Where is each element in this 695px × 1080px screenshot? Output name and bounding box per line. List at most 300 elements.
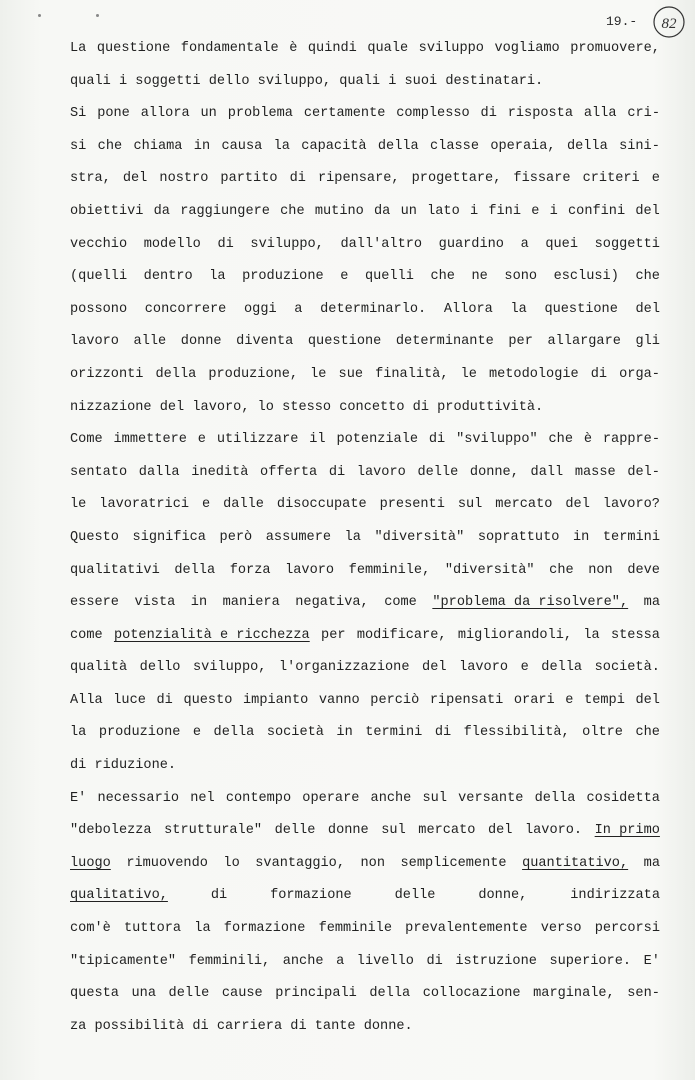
word: operaia, [490, 138, 556, 154]
word: donne. [363, 1018, 413, 1034]
word: società [266, 725, 324, 741]
word: un [400, 203, 417, 219]
word: istruzione [455, 953, 537, 969]
word: "sviluppo" [456, 432, 538, 448]
word: donne [327, 823, 369, 839]
word: però [219, 529, 253, 545]
word: mercato [495, 497, 553, 513]
word: sono [504, 269, 538, 285]
body-text [70, 33, 660, 1043]
word: è [583, 432, 593, 448]
word: in [572, 529, 590, 545]
word: concorrere [144, 301, 227, 317]
word: sul [422, 790, 447, 806]
text-line [70, 587, 660, 620]
word: i [388, 73, 397, 89]
word: "diversità" [374, 529, 465, 545]
word: vista [134, 595, 176, 611]
word: Alla [70, 692, 103, 708]
word: criteri [582, 171, 640, 187]
word: ripensati [429, 692, 504, 708]
word: del [487, 823, 513, 839]
text-line [70, 652, 660, 685]
margin-speck [96, 14, 99, 17]
word: utilizzare [216, 432, 299, 448]
word: pone [97, 106, 130, 122]
text-line [70, 131, 660, 164]
word: le [460, 366, 477, 382]
word: ma [643, 855, 660, 871]
word: semplicemente [400, 855, 507, 871]
word: finalità, [375, 366, 449, 382]
word: lavoro? [602, 497, 660, 513]
word: a [336, 953, 345, 969]
word: che [548, 432, 573, 448]
word: termini [365, 725, 423, 741]
word: di [192, 1018, 209, 1034]
word: per [321, 627, 346, 643]
word: promuovere, [570, 41, 660, 56]
word: qualità [70, 660, 128, 676]
word: non [588, 562, 613, 578]
word: carriera [216, 1018, 283, 1034]
word: capacità [301, 138, 367, 154]
word: nel [190, 790, 215, 806]
word: in [336, 725, 353, 741]
word: della [155, 366, 197, 382]
word: è [289, 41, 298, 56]
word: maniera [222, 595, 280, 611]
text-line [70, 620, 660, 653]
word: sviluppo, [257, 73, 332, 89]
word: termini [602, 529, 660, 545]
word: causa [221, 138, 263, 154]
word: riduzione. [94, 758, 177, 774]
text-line [70, 392, 660, 425]
word: E' [70, 790, 87, 806]
word: anche [370, 790, 412, 806]
word: questione [96, 41, 171, 56]
word: risposta [507, 106, 573, 122]
word: di [480, 106, 497, 122]
word: "diversità" [444, 562, 535, 578]
word: oltre [582, 725, 623, 741]
word: le [70, 497, 87, 513]
word: rappre- [602, 432, 660, 448]
word: formazione [270, 888, 352, 904]
word: della [369, 986, 411, 1002]
word: produzione [242, 269, 324, 285]
word: e [197, 432, 206, 448]
word: quali [339, 73, 381, 89]
word: dall [530, 464, 564, 480]
word: da [153, 203, 170, 219]
archive-stamp-number: 82 [661, 16, 677, 32]
word: che [635, 725, 660, 741]
word: delle [394, 888, 436, 904]
word: di [434, 725, 452, 741]
text-line [70, 848, 660, 881]
word: classe [430, 138, 479, 154]
word: la [344, 529, 361, 545]
word: di [289, 171, 306, 187]
underlined-phrase: In primo [594, 823, 660, 839]
text-line [70, 913, 660, 946]
word: produzione [98, 725, 181, 741]
text-line [70, 946, 660, 979]
word: assumere [265, 529, 332, 545]
word: lavoro [70, 334, 119, 350]
word: lo [257, 399, 274, 415]
word: svantaggio, [255, 855, 345, 871]
word: e [202, 497, 211, 513]
word: delle [274, 823, 316, 839]
word: possono [70, 301, 128, 317]
word: stra, [70, 171, 111, 187]
word: potenziale [336, 432, 419, 448]
word: E' [643, 953, 660, 969]
word: modificare, [356, 627, 447, 643]
word: della [213, 725, 255, 741]
word: disoccupate [276, 497, 367, 513]
word: fini [488, 203, 521, 219]
word: il [309, 432, 326, 448]
word: nizzazione [70, 399, 152, 415]
word: principali [275, 986, 357, 1002]
word: la [273, 138, 290, 154]
word: fondamentale [180, 41, 279, 56]
word: le [310, 366, 327, 382]
word: donne, [469, 464, 519, 480]
word: presenti [379, 497, 445, 513]
word: dentro [143, 269, 193, 285]
word: stesso [282, 399, 332, 415]
underlined-phrase: "problema da risolvere", [432, 595, 629, 611]
text-line [70, 555, 660, 588]
word: sen- [627, 986, 660, 1002]
word: come [70, 627, 103, 643]
word: prevalentemente [405, 921, 528, 937]
word: determinarlo. [320, 301, 427, 317]
word: sviluppo [418, 41, 484, 56]
word: un [200, 106, 217, 122]
word: questione [307, 334, 382, 350]
word: deve [627, 562, 660, 578]
word: oggi [244, 301, 277, 317]
word: chiama [133, 138, 183, 154]
word: versante [458, 790, 524, 806]
word: livello [356, 953, 414, 969]
word: i [469, 203, 479, 219]
word: che [549, 562, 574, 578]
text-line [70, 522, 660, 555]
word: di [210, 888, 228, 904]
word: offerta [260, 464, 318, 480]
text-line [70, 457, 660, 490]
word: essere [70, 595, 119, 611]
word: significa [132, 529, 206, 545]
word: quei [545, 236, 578, 252]
text-line [70, 978, 660, 1011]
word: perciò [370, 692, 420, 708]
word: collocazione [422, 986, 521, 1002]
word: femminile [318, 921, 392, 937]
underlined-phrase: quantitativo, [522, 855, 629, 871]
underlined-phrase: luogo [70, 855, 111, 871]
word: delle [168, 986, 210, 1002]
word: quale [367, 41, 409, 56]
word: flessibilità, [463, 725, 570, 741]
word: destinatari. [445, 73, 544, 89]
word: luce [113, 692, 146, 708]
word: della [566, 138, 608, 154]
word: soggetti [135, 73, 201, 89]
word: sul [381, 823, 406, 839]
word: percorsi [594, 921, 660, 937]
word: lavoro, [192, 399, 250, 415]
word: i [118, 73, 128, 89]
word: che [97, 138, 123, 154]
word: rimuovendo [126, 855, 208, 871]
word: quali [70, 73, 111, 89]
word: complesso [396, 106, 470, 122]
word: della [534, 790, 576, 806]
word: partito [220, 171, 278, 187]
word: sviluppo, [250, 236, 324, 252]
underlined-phrase: qualitativo, [70, 888, 168, 904]
word: necessario [97, 790, 180, 806]
word: tempi [584, 692, 625, 708]
word: metodologie [488, 366, 579, 382]
word: progettare, [411, 171, 502, 187]
word: che [635, 269, 660, 285]
word: orizzonti [70, 366, 144, 382]
word: confini [568, 203, 626, 219]
word: in [193, 138, 211, 154]
word: sul [457, 497, 483, 513]
word: di [156, 692, 173, 708]
word: allora [140, 106, 190, 122]
margin-speck [38, 14, 41, 17]
word: e [192, 725, 202, 741]
word: lavoro [356, 464, 406, 480]
word: orari [513, 692, 555, 708]
word: soggetti [594, 236, 660, 252]
text-line [70, 750, 660, 783]
word: delle [417, 464, 459, 480]
word: com'è [70, 921, 111, 937]
word: vanno [318, 692, 360, 708]
word: la [583, 627, 600, 643]
text-line [70, 196, 660, 229]
word: lavoro [459, 660, 509, 676]
word: di [290, 1018, 307, 1034]
word: non [360, 855, 385, 871]
word: cosidetta [586, 790, 660, 806]
word: dello [139, 660, 181, 676]
word: come [384, 595, 417, 611]
word: ne [471, 269, 488, 285]
word: guardino [438, 236, 504, 252]
word: determinante [395, 334, 494, 350]
page-number: 19.- [606, 14, 638, 29]
word: e [520, 660, 529, 676]
word: quelli [364, 269, 414, 285]
word: donne [180, 334, 222, 350]
word: del [635, 203, 660, 219]
word: lavoro. [524, 823, 583, 839]
word: del [635, 692, 660, 708]
word: la [510, 301, 527, 317]
word: negativa, [295, 595, 369, 611]
word: la [209, 269, 226, 285]
word: una [131, 986, 156, 1002]
word: Come [70, 432, 103, 448]
word: lavoratrici [99, 497, 190, 513]
text-line [70, 880, 660, 913]
word: società. [594, 660, 660, 676]
word: impianto [243, 692, 309, 708]
word: problema [227, 106, 293, 122]
word: femminili, [188, 953, 271, 969]
word: questione [544, 301, 618, 317]
word: operare [302, 790, 360, 806]
text-line [70, 1011, 660, 1044]
word: orga- [619, 366, 660, 382]
word: produttività. [437, 399, 544, 415]
word: marginale, [533, 986, 615, 1002]
word: sue [338, 366, 364, 382]
word: gli [635, 334, 660, 350]
text-line [70, 326, 660, 359]
word: per [508, 334, 533, 350]
word: alle [133, 334, 167, 350]
word: produzione, [208, 366, 299, 382]
word: di [428, 432, 446, 448]
word: cri- [627, 106, 660, 122]
word: masse [574, 464, 616, 480]
word: suoi [404, 73, 438, 89]
word: della [377, 138, 419, 154]
word: cause [221, 986, 263, 1002]
word: soprattuto [477, 529, 560, 545]
word: l'organizzazione [278, 660, 410, 676]
word: obiettivi [70, 203, 144, 219]
word: La [70, 41, 87, 56]
word: "tipicamente" [70, 953, 177, 969]
text-line [70, 783, 660, 816]
word: ripensare, [317, 171, 400, 187]
word: del [159, 399, 185, 415]
word: forza [229, 562, 271, 578]
word: in [190, 595, 208, 611]
text-line [70, 229, 660, 262]
text-line [70, 685, 660, 718]
word: Si [70, 106, 87, 122]
word: certamente [303, 106, 386, 122]
word: inedità [191, 464, 249, 480]
word: vecchio [70, 236, 128, 252]
word: za [70, 1018, 87, 1034]
word: di [412, 399, 429, 415]
word: sentato [70, 464, 128, 480]
word: questa [70, 986, 119, 1002]
word: e [531, 203, 540, 219]
word: da [374, 203, 391, 219]
word: che [430, 269, 455, 285]
word: allargare [547, 334, 621, 350]
word: di [590, 366, 608, 382]
word: strutturale" [164, 823, 263, 839]
word: di [217, 236, 234, 252]
word: Questo [70, 529, 119, 545]
word: verso [540, 921, 582, 937]
word: ma [643, 595, 660, 611]
word: della [174, 562, 216, 578]
word: contempo [225, 790, 292, 806]
word: sviluppo, [193, 660, 267, 676]
word: fissare [513, 171, 571, 187]
word: del [635, 301, 660, 317]
word: a [294, 301, 303, 317]
word: si [70, 138, 87, 154]
word: (quelli [70, 269, 128, 285]
word: anche [282, 953, 324, 969]
word: dall'altro [340, 236, 423, 252]
word: concetto [339, 399, 405, 415]
word: che [280, 203, 305, 219]
word: modello [143, 236, 201, 252]
word: di [426, 953, 443, 969]
word: e [340, 269, 349, 285]
word: di [328, 464, 346, 480]
word: della [541, 660, 583, 676]
word: tante [314, 1018, 356, 1034]
word: sini- [619, 138, 660, 154]
word: migliorandoli, [457, 627, 573, 643]
word: del [422, 660, 447, 676]
word: a [520, 236, 529, 252]
text-line [70, 717, 660, 750]
text-line [70, 424, 660, 457]
word: e [565, 692, 574, 708]
word: quindi [307, 41, 357, 56]
text-line [70, 294, 660, 327]
word: e [651, 171, 660, 187]
word: del [122, 171, 148, 187]
word: dalla [138, 464, 180, 480]
word: mercato [418, 823, 476, 839]
word: del- [627, 464, 660, 480]
word: indirizzata [570, 888, 660, 904]
word: diventa [236, 334, 294, 350]
word: dalle [223, 497, 264, 513]
word: i [549, 203, 558, 219]
text-line [70, 359, 660, 392]
word: dello [208, 73, 250, 89]
text-line [70, 815, 660, 848]
word: formazione [223, 921, 306, 937]
word: la [194, 921, 211, 937]
word: del [565, 497, 590, 513]
text-line [70, 489, 660, 522]
word: questo [183, 692, 233, 708]
word: tuttora [123, 921, 182, 937]
word: qualitativi [70, 562, 160, 578]
text-line [70, 66, 660, 99]
word: lo [223, 855, 240, 871]
word: raggiungere [180, 203, 270, 219]
